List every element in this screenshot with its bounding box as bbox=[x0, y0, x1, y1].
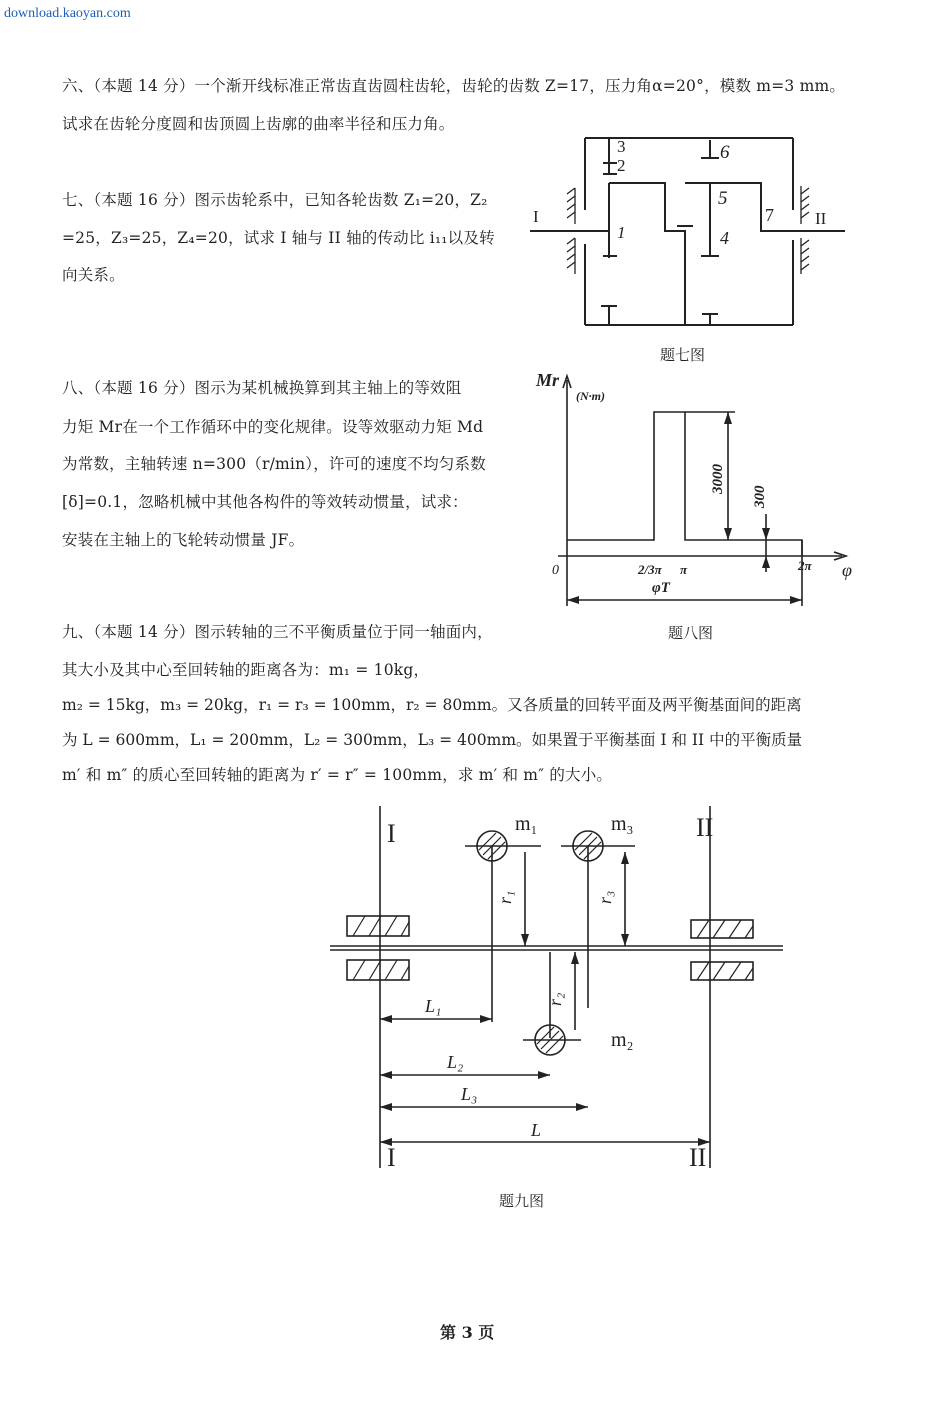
gear1-label: 1 bbox=[617, 223, 626, 242]
shaft-I-label: I bbox=[533, 207, 539, 226]
q8-line1: 八、（本题 16 分）图示为某机械换算到其主轴上的等效阻 bbox=[62, 379, 462, 397]
y-axis-unit: (N·m) bbox=[576, 389, 605, 403]
base-value-label: 300 bbox=[752, 485, 768, 508]
r3-label: r₃ bbox=[595, 890, 615, 904]
plane-I-bottom-label: I bbox=[387, 1143, 396, 1172]
gear5-label: 5 bbox=[718, 188, 728, 209]
q9-line3: m₂ = 15kg，m₃ = 20kg，r₁ = r₃ = 100mm，r₂ = 80mm。又各质量的回转平面及两平衡基面间的距离 bbox=[62, 696, 802, 714]
tick-pi: π bbox=[680, 562, 688, 577]
L-label: L bbox=[531, 1120, 542, 1140]
q7-line3: 向关系。 bbox=[62, 266, 125, 284]
origin-label: 0 bbox=[552, 563, 559, 578]
torque-diagram bbox=[530, 362, 865, 617]
q8-line2: 力矩 Mr在一个工作循环中的变化规律。设等效驱动力矩 Md bbox=[62, 418, 484, 436]
period-label: φT bbox=[652, 580, 670, 596]
gear7-label: 7 bbox=[765, 205, 774, 225]
m1-label: m₁ bbox=[515, 813, 538, 835]
shaft-II-label: II bbox=[815, 209, 827, 228]
tick-2pi: 2π bbox=[798, 558, 812, 573]
fig8-caption: 题八图 bbox=[668, 624, 714, 642]
q7-line2: =25，Z₃=25，Z₄=20，试求 I 轴与 II 轴的传动比 i₁₁以及转 bbox=[62, 229, 495, 247]
r1-label: r₁ bbox=[495, 890, 515, 904]
tick-2-3pi: 2/3π bbox=[638, 562, 662, 577]
x-axis-label: φ bbox=[842, 560, 852, 580]
page-number: 第 3 页 bbox=[440, 1323, 495, 1342]
gear3-label: 3 bbox=[617, 137, 626, 156]
rotor-balance-figure bbox=[325, 800, 795, 1175]
q9-line4: 为 L = 600mm，L₁ = 200mm，L₂ = 300mm，L₃ = 400mm。如果置于平衡基面 I 和 II 中的平衡质量 bbox=[62, 731, 803, 749]
q6-line1: 六、（本题 14 分）一个渐开线标准正常齿直齿圆柱齿轮，齿轮的齿数 Z=17，压力角α=20°，模数 m=3 mm。 bbox=[62, 77, 846, 95]
q8-line3: 为常数，主轴转速 n=300（r/min），许可的速度不均匀系数 bbox=[62, 455, 486, 473]
m2-label: m₂ bbox=[611, 1029, 634, 1051]
q7-line1: 七、（本题 16 分）图示齿轮系中，已知各轮齿数 Z₁=20，Z₂ bbox=[62, 191, 488, 209]
y-axis-label: Mr bbox=[536, 370, 560, 390]
q8-line4: [δ]=0.1，忽略机械中其他各构件的等效转动惯量，试求： bbox=[62, 493, 468, 511]
plane-II-bottom-label: II bbox=[689, 1143, 707, 1172]
plane-I-top-label: I bbox=[387, 819, 396, 848]
m3-label: m₃ bbox=[611, 813, 634, 835]
L1-label: L₁ bbox=[425, 996, 442, 1016]
gear-train-figure bbox=[525, 128, 860, 333]
q9-line2: 其大小及其中心至回转轴的距离各为：m₁ = 10kg， bbox=[62, 661, 430, 679]
q9-line1: 九、（本题 14 分）图示转轴的三不平衡质量位于同一轴面内， bbox=[62, 623, 493, 641]
L3-label: L₃ bbox=[461, 1084, 478, 1104]
watermark-link[interactable]: download.kaoyan.com bbox=[4, 6, 131, 21]
gear6-label: 6 bbox=[720, 142, 730, 163]
r2-label: r₂ bbox=[545, 992, 565, 1006]
peak-value-label: 3000 bbox=[710, 464, 726, 494]
plane-II-top-label: II bbox=[696, 813, 714, 842]
fig7-caption: 题七图 bbox=[660, 346, 706, 364]
gear2-label: 2 bbox=[617, 156, 626, 175]
q6-line2: 试求在齿轮分度圆和齿顶圆上齿廓的曲率半径和压力角。 bbox=[62, 115, 455, 133]
gear4-label: 4 bbox=[720, 228, 729, 248]
q9-line5: m′ 和 m″ 的质心至回转轴的距离为 r′ = r″ = 100mm，求 m′ 和 m″ 的大小。 bbox=[62, 766, 613, 784]
fig9-caption: 题九图 bbox=[499, 1192, 545, 1210]
q8-line5: 安装在主轴上的飞轮转动惯量 JF。 bbox=[62, 531, 305, 549]
L2-label: L₂ bbox=[447, 1052, 464, 1072]
